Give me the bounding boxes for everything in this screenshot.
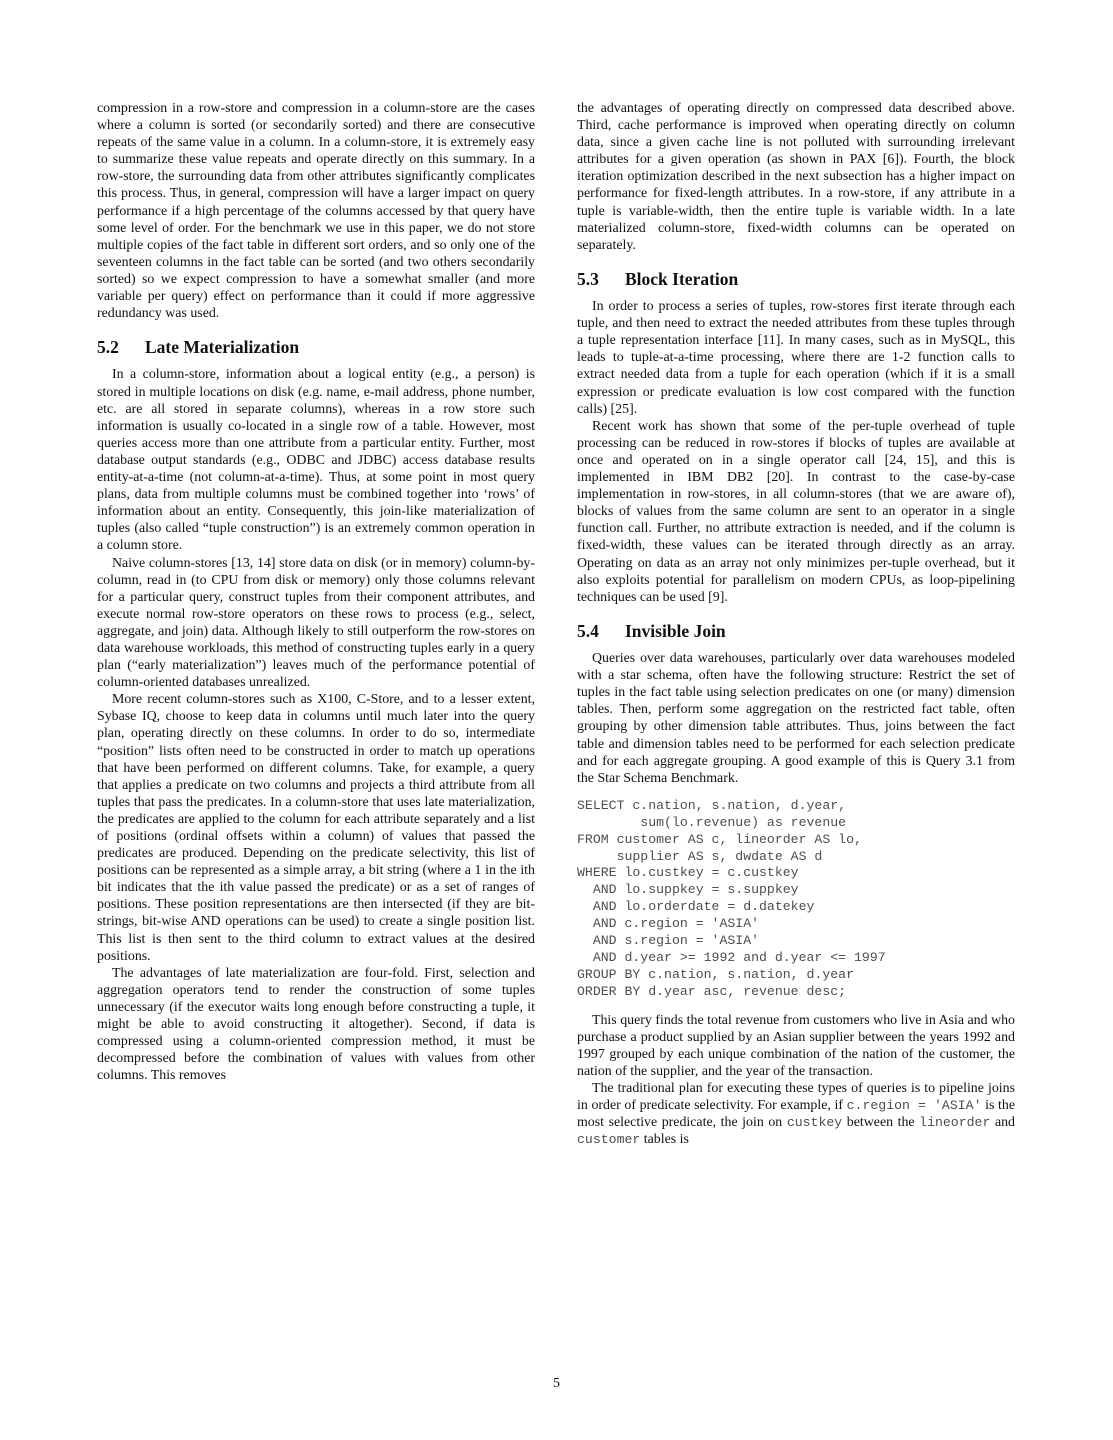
- text-segment: between the: [842, 1115, 920, 1131]
- sql-code-line: GROUP BY c.nation, s.nation, d.year: [577, 966, 854, 982]
- paragraph-compressed-data-advantages: the advantages of operating directly on compressed data described above. Third, cache performance is improved when operating directly on column data, since a given cache line is not polluted with surrounding irrelevant attributes for a given operation (as shown in PAX [6]). Fourth, the block iteration optimization described in the next subsection has a higher impact on performance for fixed-length attributes. In a row-store, if any attribute in a tuple is variable-width, then the entire tuple is variable width. In a late materialized column-store, fixed-width columns can be operated on separately.: [577, 101, 1015, 253]
- section-heading-late-materialization: [97, 338, 535, 357]
- paragraph-late-materialization-advantages: The advantages of late materialization are four-fold. First, selection and aggregation operators tend to render the construction of some tuples unnecessary (if the executor waits long enough before constructing a tuple, it might be able to avoid constructing it altogether). Second, if data is compressed using a column-oriented compression method, it must be decompressed before the combination of values with values from other columns. This removes: [97, 965, 535, 1084]
- paragraph-traditional-plan: [577, 1080, 1015, 1148]
- text-segment: The traditional plan for executing these types of queries is to pipeline joins in order of predicate selectivity. For example, if: [577, 1081, 1015, 1114]
- sql-code-line: WHERE lo.custkey = c.custkey: [577, 865, 799, 881]
- section-title: Invisible Join: [625, 620, 726, 641]
- paragraph-query-explanation: This query finds the total revenue from customers who live in Asia and who purchase a product supplied by an Asian supplier between the years 1992 and 1997 grouped by each unique combination of the nation of the customer, the nation of the supplier, and the year of the transaction.: [577, 1012, 1015, 1079]
- paragraph-compression-continued: compression in a row-store and compression in a column-store are the cases where a column is sorted (or secondarily sorted) and there are consecutive repeats of the same value in a column. In a column-store, it is extremely easy to summarize these value repeats and operate directly on this summary. In a row-store, the surrounding data from other attributes significantly complicates this process. Thus, in general, compression will have a larger impact on query performance if a high percentage of the columns accessed by that query have some level of order. For the benchmark we use in this paper, we do not store multiple copies of the fact table in different sort orders, and so only one of the seventeen columns in the fact table can be sorted (and two others secondarily sorted) so we expect compression to have a somewhat smaller (and more variable per query) effect on performance than it could if more aggressive redundancy was used.: [97, 101, 535, 322]
- paragraph-invisible-join-intro: Queries over data warehouses, particularly over data warehouses modeled with a star schema, often have the following structure: Restrict the set of tuples in the fact table using selection predicates on one (or many) dimension tables. Then, perform some aggregation on the restricted fact table, often grouping by other dimension table attributes. Thus, joins between the fact table and dimension tables need to be performed for each selection predicate and for each aggregate grouping. A good example of this is Query 3.1 from the Star Schema Benchmark.: [577, 651, 1015, 786]
- sql-code-line: FROM customer AS c, lineorder AS lo,: [577, 831, 862, 847]
- sql-code-line: supplier AS s, dwdate AS d: [577, 848, 823, 864]
- inline-code-lineorder: lineorder: [919, 1115, 991, 1131]
- sql-code-line: AND c.region = 'ASIA': [577, 916, 760, 932]
- section-number: 5.2: [97, 337, 119, 358]
- sql-code-line: SELECT c.nation, s.nation, d.year,: [577, 797, 847, 813]
- inline-code-region-predicate: c.region = 'ASIA': [846, 1098, 982, 1114]
- sql-code-line: AND lo.orderdate = d.datekey: [577, 899, 815, 915]
- page-number: 5: [553, 1376, 560, 1391]
- paragraph-naive-column-stores: Naive column-stores [13, 14] store data on disk (or in memory) column-by-column, read in (to CPU from disk or memory) only those columns relevant for a particular query, construct tuples from their component attributes, and execute normal row-store operators on these rows to process (e.g., select, aggregate, and join) data. Although likely to still outperform the row-stores on data warehouse workloads, this method of constructing tuples early in a query plan (“early materialization”) leaves much of the performance potential of column-oriented databases unrealized.: [97, 555, 535, 691]
- inline-code-customer: customer: [577, 1132, 641, 1148]
- section-title: Block Iteration: [625, 268, 739, 289]
- paragraph-late-materialization-intro: In a column-store, information about a logical entity (e.g., a person) is stored in multiple locations on disk (e.g. name, e-mail address, phone number, etc. are all stored in separate columns), whereas in a row store such information is usually co-located in a single row of a table. However, most queries access more than one attribute from a particular entity. Further, most database output standards (e.g., ODBC and JDBC) access database results entity-at-a-time (not column-at-a-time). Thus, at some point in most query plans, data from multiple columns must be combined together into ‘rows’ of information about an entity. Consequently, this join-like materialization of tuples (also called “tuple construction”) is an extremely common operation in a column store.: [97, 367, 535, 554]
- section-heading-block-iteration: [577, 270, 1015, 289]
- sql-query-listing: [577, 798, 1015, 1001]
- sql-code-line: ORDER BY d.year asc, revenue desc;: [577, 983, 847, 999]
- paragraph-recent-column-stores: More recent column-stores such as X100, C-Store, and to a lesser extent, Sybase IQ, choose to keep data in columns until much later into the query plan, operating directly on these columns. In order to do so, intermediate “position” lists often need to be constructed in order to match up operations that have been performed on different columns. Take, for example, a query that applies a predicate on two columns and projects a third attribute from all tuples that pass the predicates. In a column-store that uses late materialization, the predicates are applied to the column for each attribute separately and a list of positions (ordinal offsets within a column) of values that passed the predicates are produced. Depending on the predicate selectivity, this list of positions can be represented as a simple array, a bit string (where a 1 in the ith bit indicates that the ith value passed the predicate) or as a set of ranges of positions. These position representations are then intersected (if they are bit-strings, bit-wise AND operations can be used) to create a single position list. This list is then sent to the third column to extract values at the desired positions.: [97, 692, 535, 964]
- sql-code-line: sum(lo.revenue) as revenue: [577, 814, 847, 830]
- section-number: 5.4: [577, 620, 599, 641]
- text-segment: and: [990, 1115, 1016, 1131]
- left-column: [97, 100, 535, 1148]
- section-title: Late Materialization: [145, 337, 300, 358]
- inline-code-custkey: custkey: [786, 1115, 843, 1131]
- sql-code-line: AND lo.suppkey = s.suppkey: [577, 882, 799, 898]
- right-column: [577, 100, 1015, 1148]
- section-heading-invisible-join: [577, 622, 1015, 641]
- section-number: 5.3: [577, 268, 599, 289]
- text-segment: tables is: [640, 1132, 689, 1148]
- paragraph-block-iteration-intro: In order to process a series of tuples, row-stores first iterate through each tuple, and then need to extract the needed attributes from these tuples through a tuple representation interface [11]. In many cases, such as in MySQL, this leads to tuple-at-a-time processing, where there are 1-2 function calls to extract needed data from a tuple for each operation (which if it is a small expression or predicate evaluation is low cost compared with the function calls) [25].: [577, 299, 1015, 417]
- two-column-layout: [97, 100, 1016, 1148]
- sql-code-line: AND s.region = 'ASIA': [577, 933, 760, 949]
- text-segment: is the most selective predicate, the join on: [577, 1098, 1015, 1131]
- paragraph-block-iteration-recent-work: Recent work has shown that some of the per-tuple overhead of tuple processing can be reduced in row-stores if blocks of tuples are available at once and operated on in a single operator call [24, 15], and this is implemented in IBM DB2 [20]. In contrast to the case-by-case implementation in row-stores, in all column-stores (that we are aware of), blocks of values from the same column are sent to an operator in a single function call. Further, no attribute extraction is needed, and if the column is fixed-width, these values can be iterated through directly as an array. Operating on data as an array not only minimizes per-tuple overhead, but it also exploits potential for parallelism on modern CPUs, as loop-pipelining techniques can be used [9].: [577, 418, 1015, 605]
- sql-code-line: AND d.year >= 1992 and d.year <= 1997: [577, 949, 886, 965]
